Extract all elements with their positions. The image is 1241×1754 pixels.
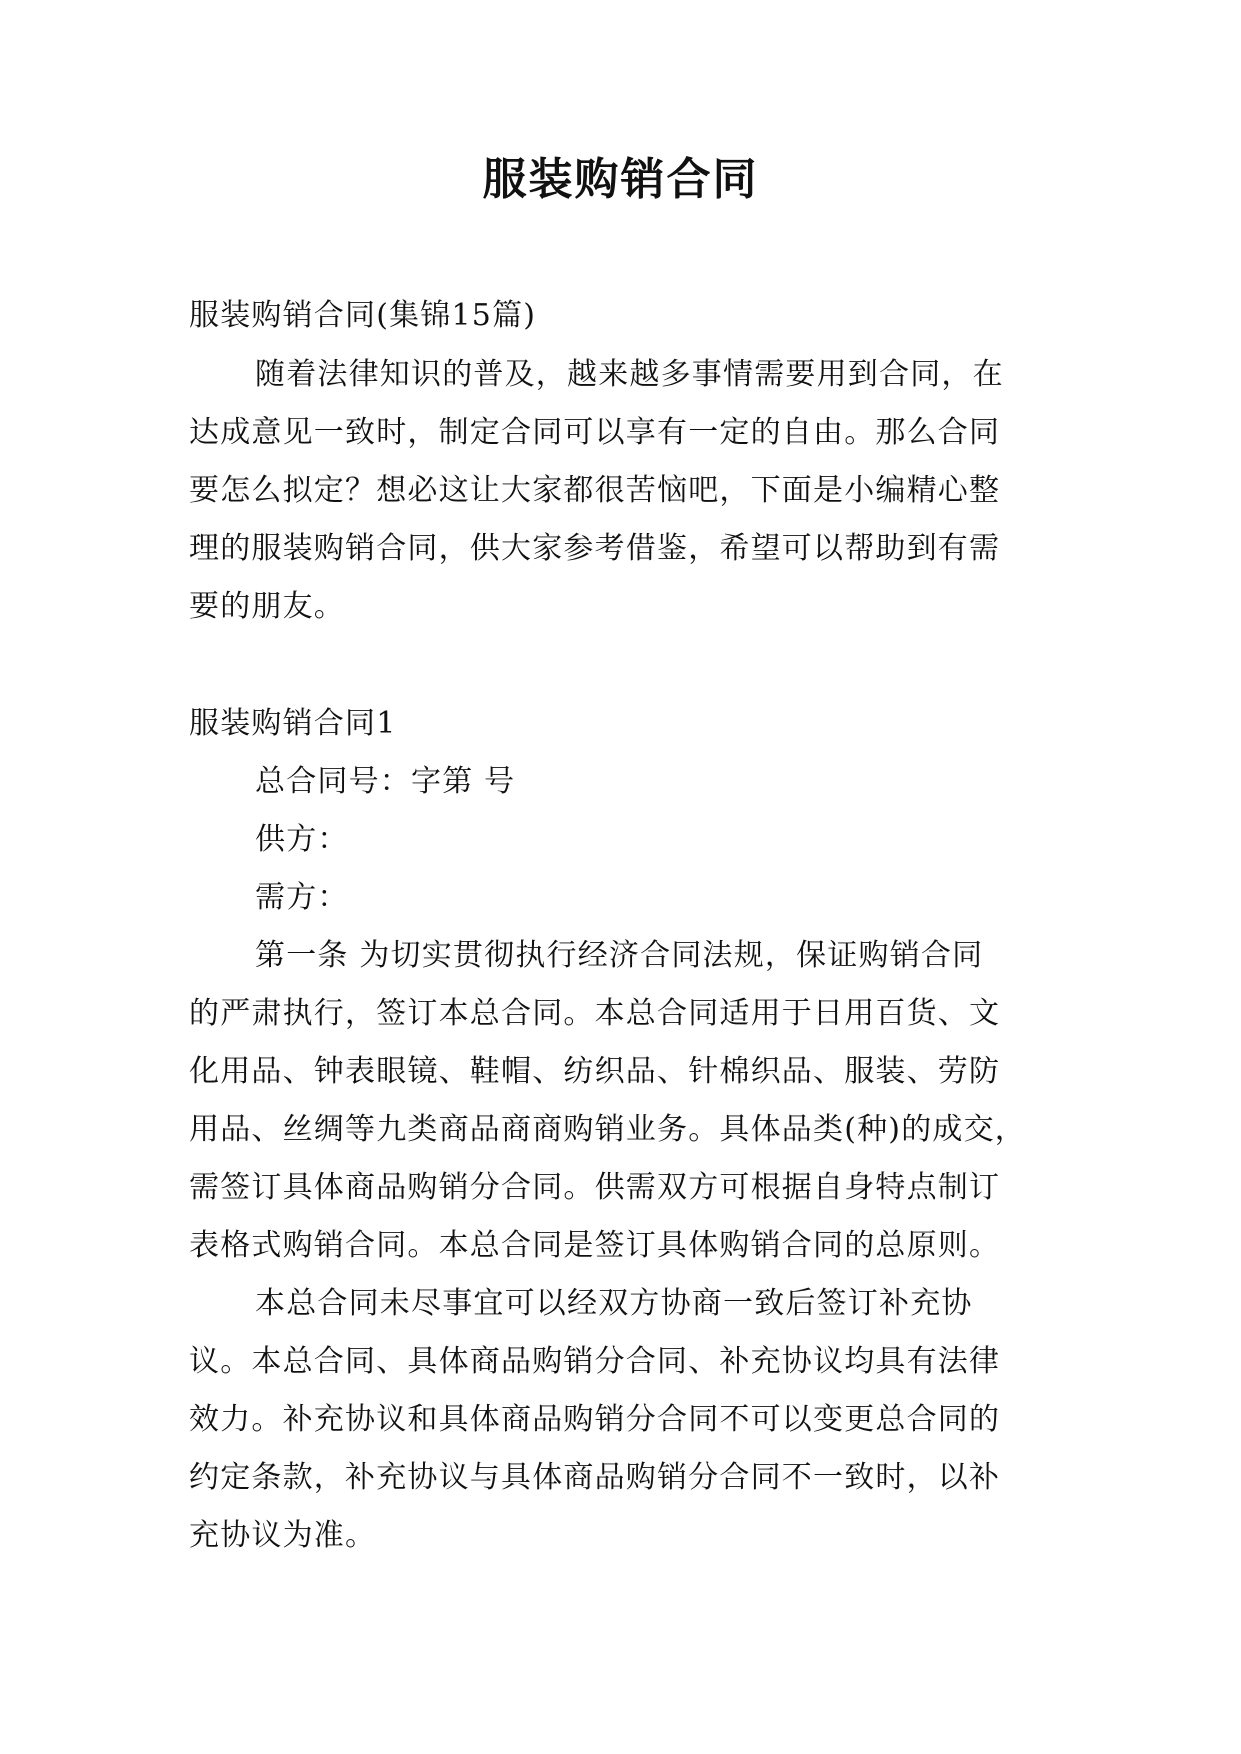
document-title: 服装购销合同 (482, 154, 759, 205)
intro-line: 理的服装购销合同，供大家参考借鉴，希望可以帮助到有需 (189, 531, 1001, 566)
article-line: 化用品、钟表眼镜、鞋帽、纺织品、针棉织品、服装、劳防 (189, 1054, 1001, 1089)
supplement-line: 充协议为准。 (189, 1518, 377, 1553)
supplement-line: 约定条款，补充协议与具体商品购销分合同不一致时，以补 (189, 1460, 1001, 1495)
supplier-label: 供方： (255, 822, 349, 857)
article-line: 表格式购销合同。本总合同是签订具体购销合同的总原则。 (189, 1228, 1001, 1263)
intro-line: 随着法律知识的普及，越来越多事情需要用到合同，在 (255, 357, 1004, 392)
article-line: 需签订具体商品购销分合同。供需双方可根据自身特点制订 (189, 1170, 1001, 1205)
intro-line: 达成意见一致时，制定合同可以享有一定的自由。那么合同 (189, 415, 1001, 450)
supplement-line: 本总合同未尽事宜可以经双方协商一致后签订补充协 (255, 1286, 973, 1321)
section-heading: 服装购销合同1 (189, 706, 397, 741)
article-line: 的严肃执行，签订本总合同。本总合同适用于日用百货、文 (189, 996, 1001, 1031)
article-line: 第一条 为切实贯彻执行经济合同法规，保证购销合同 (255, 938, 984, 973)
contract-number: 总合同号：字第 号 (255, 764, 516, 799)
document-subtitle: 服装购销合同(集锦15篇) (189, 298, 537, 333)
article-line: 用品、丝绸等九类商品商商购销业务。具体品类(种)的成交， (189, 1112, 1027, 1147)
supplement-line: 议。本总合同、具体商品购销分合同、补充协议均具有法律 (189, 1344, 1001, 1379)
supplement-line: 效力。补充协议和具体商品购销分合同不可以变更总合同的 (189, 1402, 1001, 1437)
buyer-label: 需方： (255, 880, 349, 915)
intro-line: 要怎么拟定？想必这让大家都很苦恼吧，下面是小编精心整 (189, 473, 1001, 508)
intro-line: 要的朋友。 (189, 589, 345, 624)
